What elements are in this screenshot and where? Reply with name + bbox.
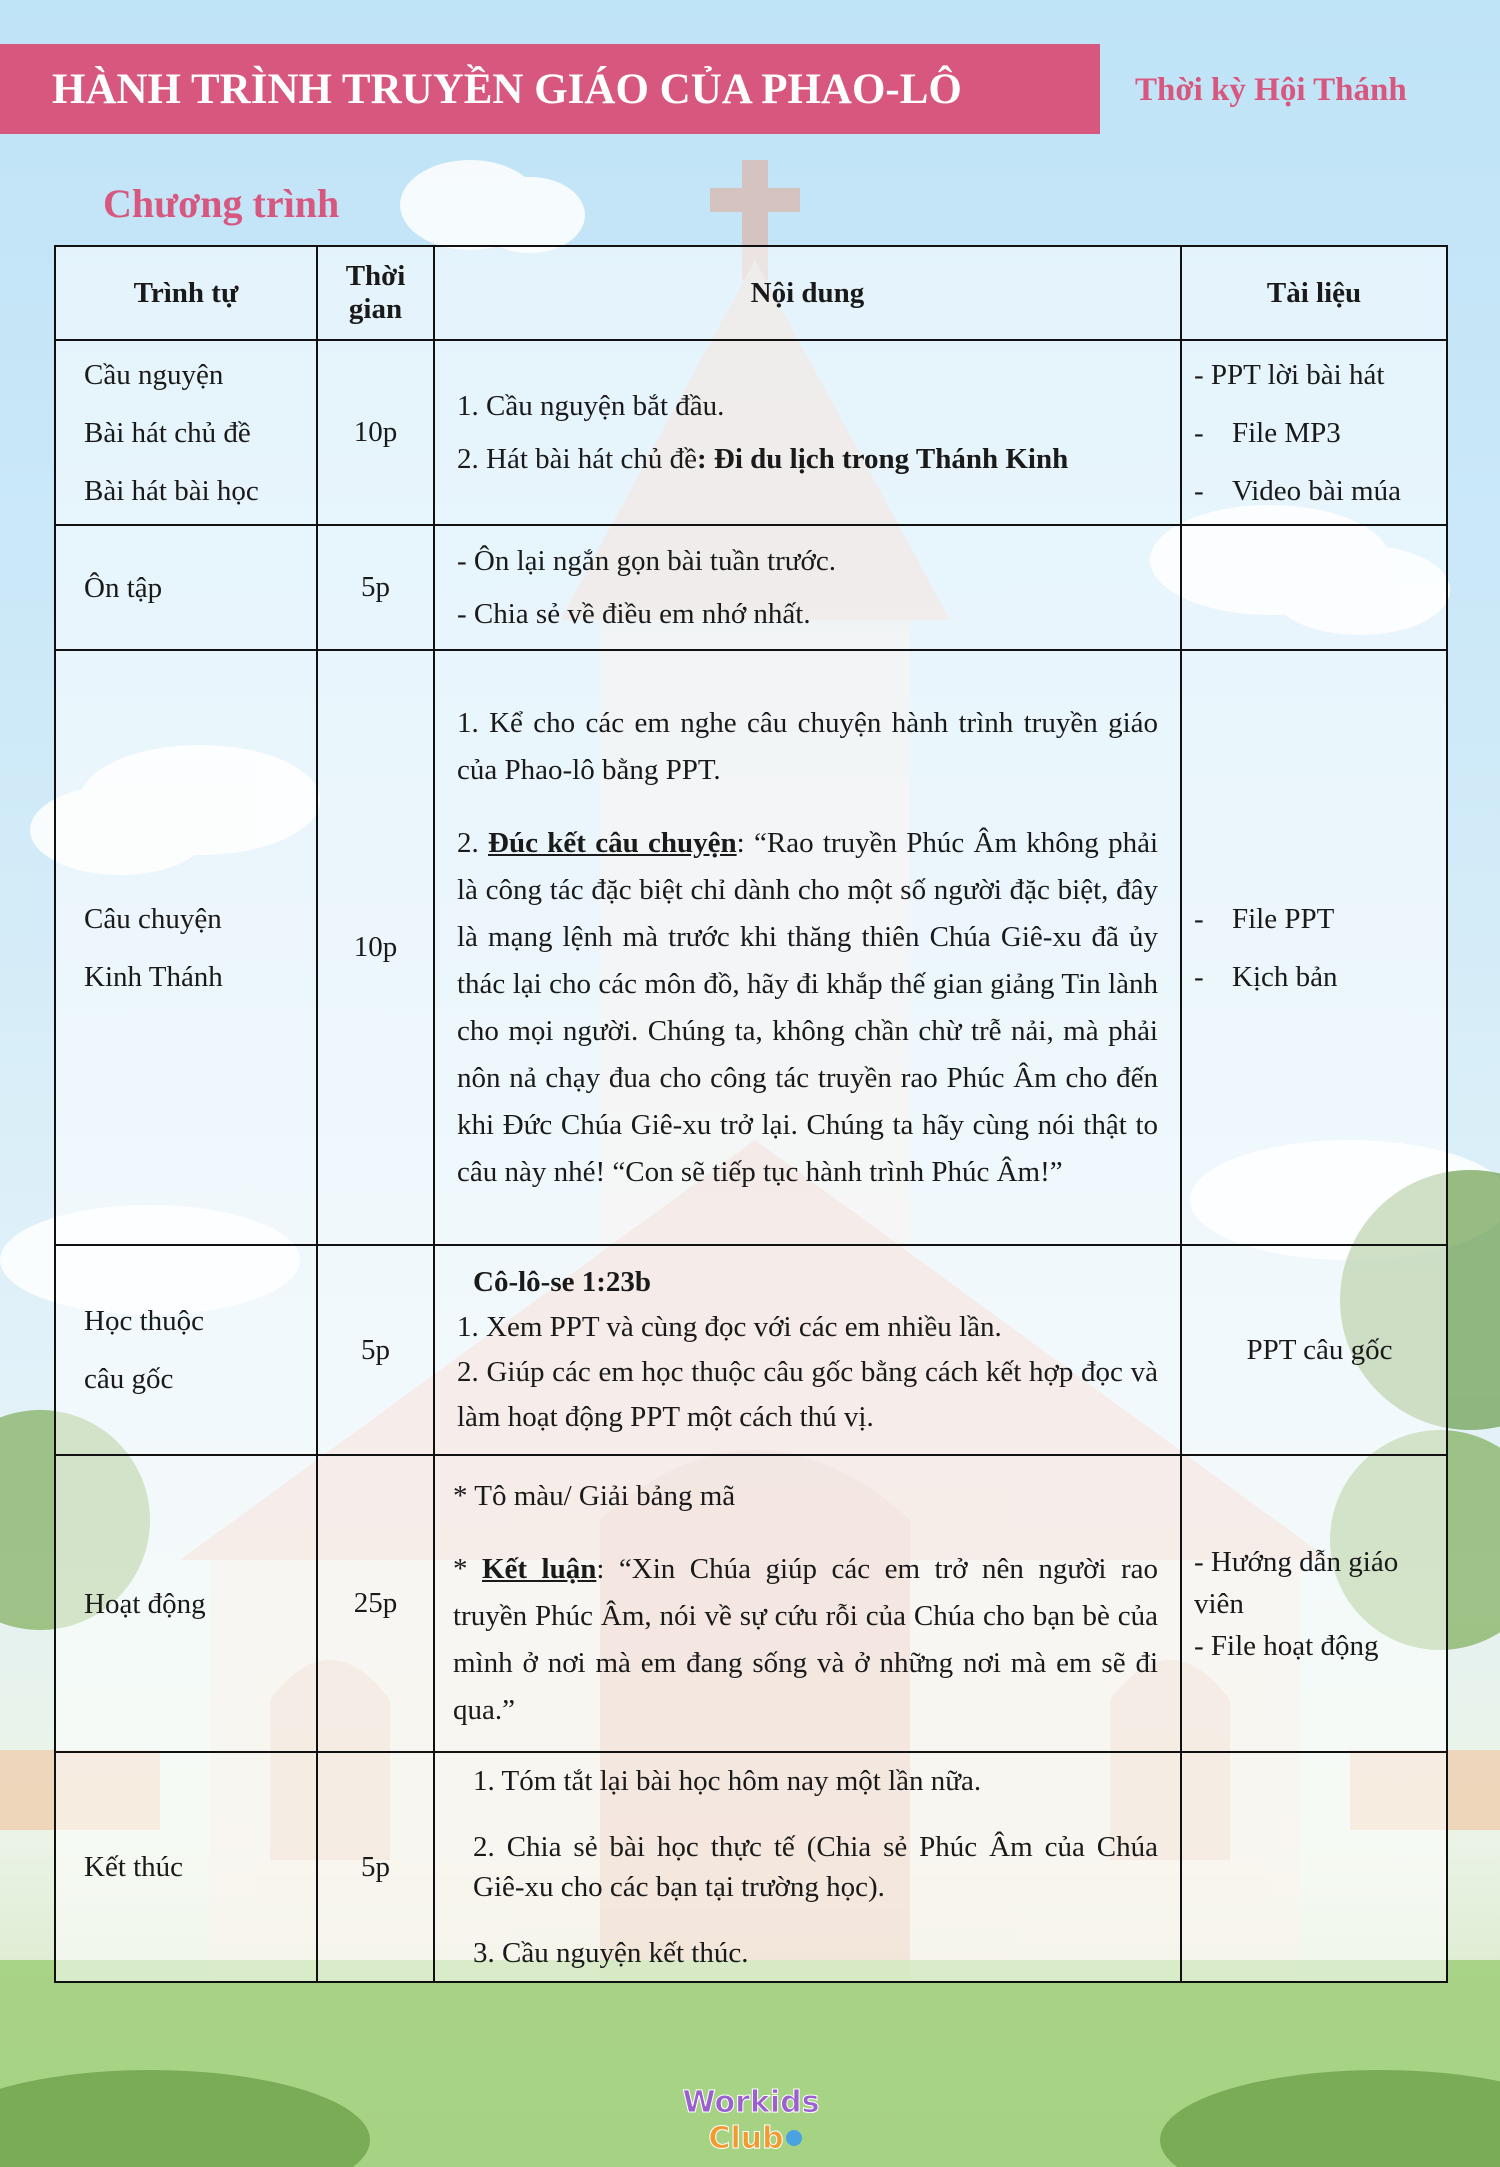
order-line: Học thuộc (84, 1305, 204, 1337)
material-item: - File hoạt động (1194, 1629, 1379, 1662)
material-text: Kịch bản (1232, 960, 1338, 993)
table-header-row (55, 246, 1447, 340)
content-cell (434, 525, 1181, 650)
conclusion-label: Kết luận (481, 1553, 597, 1585)
order-line: Câu chuyện (84, 902, 222, 935)
material-item: - PPT lời bài hát (1194, 358, 1385, 391)
materials-cell (1181, 650, 1447, 1245)
time-cell: 5p (317, 525, 434, 650)
logo-dot-icon (786, 2130, 802, 2146)
materials-cell (1181, 1455, 1447, 1752)
order-cell (55, 525, 317, 650)
content-paragraph (453, 1546, 1158, 1734)
material-item: - Video bài múa (1194, 474, 1401, 507)
program-table (54, 245, 1448, 1983)
materials-cell (1181, 525, 1447, 650)
content-line: 1. Tóm tắt lại bài học hôm nay một lần nữa. (473, 1765, 982, 1797)
order-cell (55, 650, 317, 1245)
table-row (55, 525, 1447, 650)
material-item: - Hướng dẫn giáo viên (1194, 1545, 1399, 1620)
materials-cell (1181, 340, 1447, 525)
time-cell: 10p (317, 650, 434, 1245)
header-order: Trình tự (55, 246, 317, 340)
table-row (55, 340, 1447, 525)
materials-cell (1181, 1245, 1447, 1455)
content-paragraph: 1. Kể cho các em nghe câu chuyện hành trình truyền giáo của Phao-lô bằng PPT. (457, 706, 1158, 786)
content-cell (434, 650, 1181, 1245)
content-line: - Ôn lại ngắn gọn bài tuần trước. (457, 544, 836, 577)
content-cell (434, 1752, 1181, 1982)
order-line: Bài hát chủ đề (84, 416, 251, 449)
content-text: : “Xin Chúa giúp các em trở nên người rao truyền Phúc Âm, nói về sự cứu rỗi của Chúa cho bạn bè của mình ở nơi mà em đang sống và ở những nơi mà em sẽ đi qua.” (453, 1553, 1159, 1726)
content-line: 2. Giúp các em học thuộc câu gốc bằng cách kết hợp đọc và làm hoạt động PPT một cách thú vị. (457, 1356, 1158, 1433)
period-label: Thời kỳ Hội Thánh (1135, 72, 1407, 108)
content-cell (434, 340, 1181, 525)
table-row (55, 650, 1447, 1245)
header-content: Nội dung (434, 246, 1181, 340)
order-line: Bài hát bài học (84, 474, 259, 507)
lesson-title: HÀNH TRÌNH TRUYỀN GIÁO CỦA PHAO-LÔ (52, 65, 962, 113)
content-text: * (453, 1553, 482, 1585)
section-title: Chương trình (103, 181, 340, 226)
time-cell: 5p (317, 1752, 434, 1982)
content-line: 1. Cầu nguyện bắt đầu. (457, 389, 725, 422)
material-item: - File MP3 (1194, 416, 1341, 449)
content-line: 2. Chia sẻ bài học thực tế (Chia sẻ Phúc Âm của Chúa Giê-xu cho các bạn tại trường học). (473, 1831, 1158, 1903)
time-cell: 25p (317, 1455, 434, 1752)
content-line: * Tô màu/ Giải bảng mã (453, 1480, 736, 1512)
content-cell (434, 1245, 1181, 1455)
material-text: Video bài múa (1232, 474, 1401, 507)
order-line: Kinh Thánh (84, 960, 223, 993)
content-line: 1. Xem PPT và cùng đọc với các em nhiều lần. (457, 1311, 1002, 1343)
order-line: Cầu nguyện (84, 358, 224, 391)
header-time-line2: gian (348, 293, 403, 325)
content-line: 3. Cầu nguyện kết thúc. (473, 1937, 749, 1969)
memory-verse-reference: Cô-lô-se 1:23b (473, 1266, 652, 1298)
content-line (457, 436, 1158, 483)
materials-cell (1181, 1752, 1447, 1982)
material-text: File PPT (1232, 902, 1335, 935)
material-text: File MP3 (1232, 416, 1341, 449)
order-line: câu gốc (84, 1363, 174, 1395)
content-line: - Chia sẻ về điều em nhớ nhất. (457, 597, 811, 630)
order-line: Ôn tập (84, 571, 163, 604)
material-item: - Kịch bản (1194, 960, 1338, 993)
logo-word-2: Club (708, 2121, 784, 2156)
table-row (55, 1752, 1447, 1982)
header-time (317, 246, 434, 340)
order-line: Kết thúc (84, 1851, 184, 1883)
table-row (55, 1455, 1447, 1752)
order-line: Hoạt động (84, 1587, 206, 1620)
content-cell (434, 1455, 1181, 1752)
header-title-bar (0, 44, 1100, 134)
header-materials: Tài liệu (1181, 246, 1447, 340)
header-time-line1: Thời (345, 260, 406, 292)
order-cell (55, 1245, 317, 1455)
content-text: 2. Hát bài hát chủ đề (457, 442, 697, 475)
theme-song-name: : Đi du lịch trong Thánh Kinh (696, 442, 1069, 475)
time-cell: 10p (317, 340, 434, 525)
order-cell (55, 1455, 317, 1752)
material-item: PPT câu gốc (1246, 1334, 1393, 1366)
logo-word-1: Workids (682, 2085, 820, 2120)
table-row (55, 1245, 1447, 1455)
content-text: 2. (457, 826, 489, 859)
time-cell: 5p (317, 1245, 434, 1455)
content-paragraph (457, 820, 1158, 1196)
story-summary-label: Đúc kết câu chuyện (488, 826, 737, 859)
content-text: : “Rao truyền Phúc Âm không phải là công tác đặc biệt chỉ dành cho một số người đặc biệt, đây là mạng lệnh mà trước khi thăng thiên Chúa Giê-xu đã ủy thác lại cho các môn đồ, hãy đi khắp thế gian giảng Tin lành cho mọi người. Chúng ta, không chần chừ trễ nải, mà phải nôn nả chạy đua cho công tác truyền rao Phúc Âm cho đến khi Đức Chúa Giê-xu trở lại. Chúng ta hãy cùng nói thật to câu này nhé! “Con sẽ tiếp tục hành trình Phúc Âm!” (457, 826, 1159, 1188)
workids-club-logo (676, 2078, 826, 2158)
material-item: - File PPT (1194, 902, 1335, 935)
order-cell (55, 340, 317, 525)
order-cell (55, 1752, 317, 1982)
